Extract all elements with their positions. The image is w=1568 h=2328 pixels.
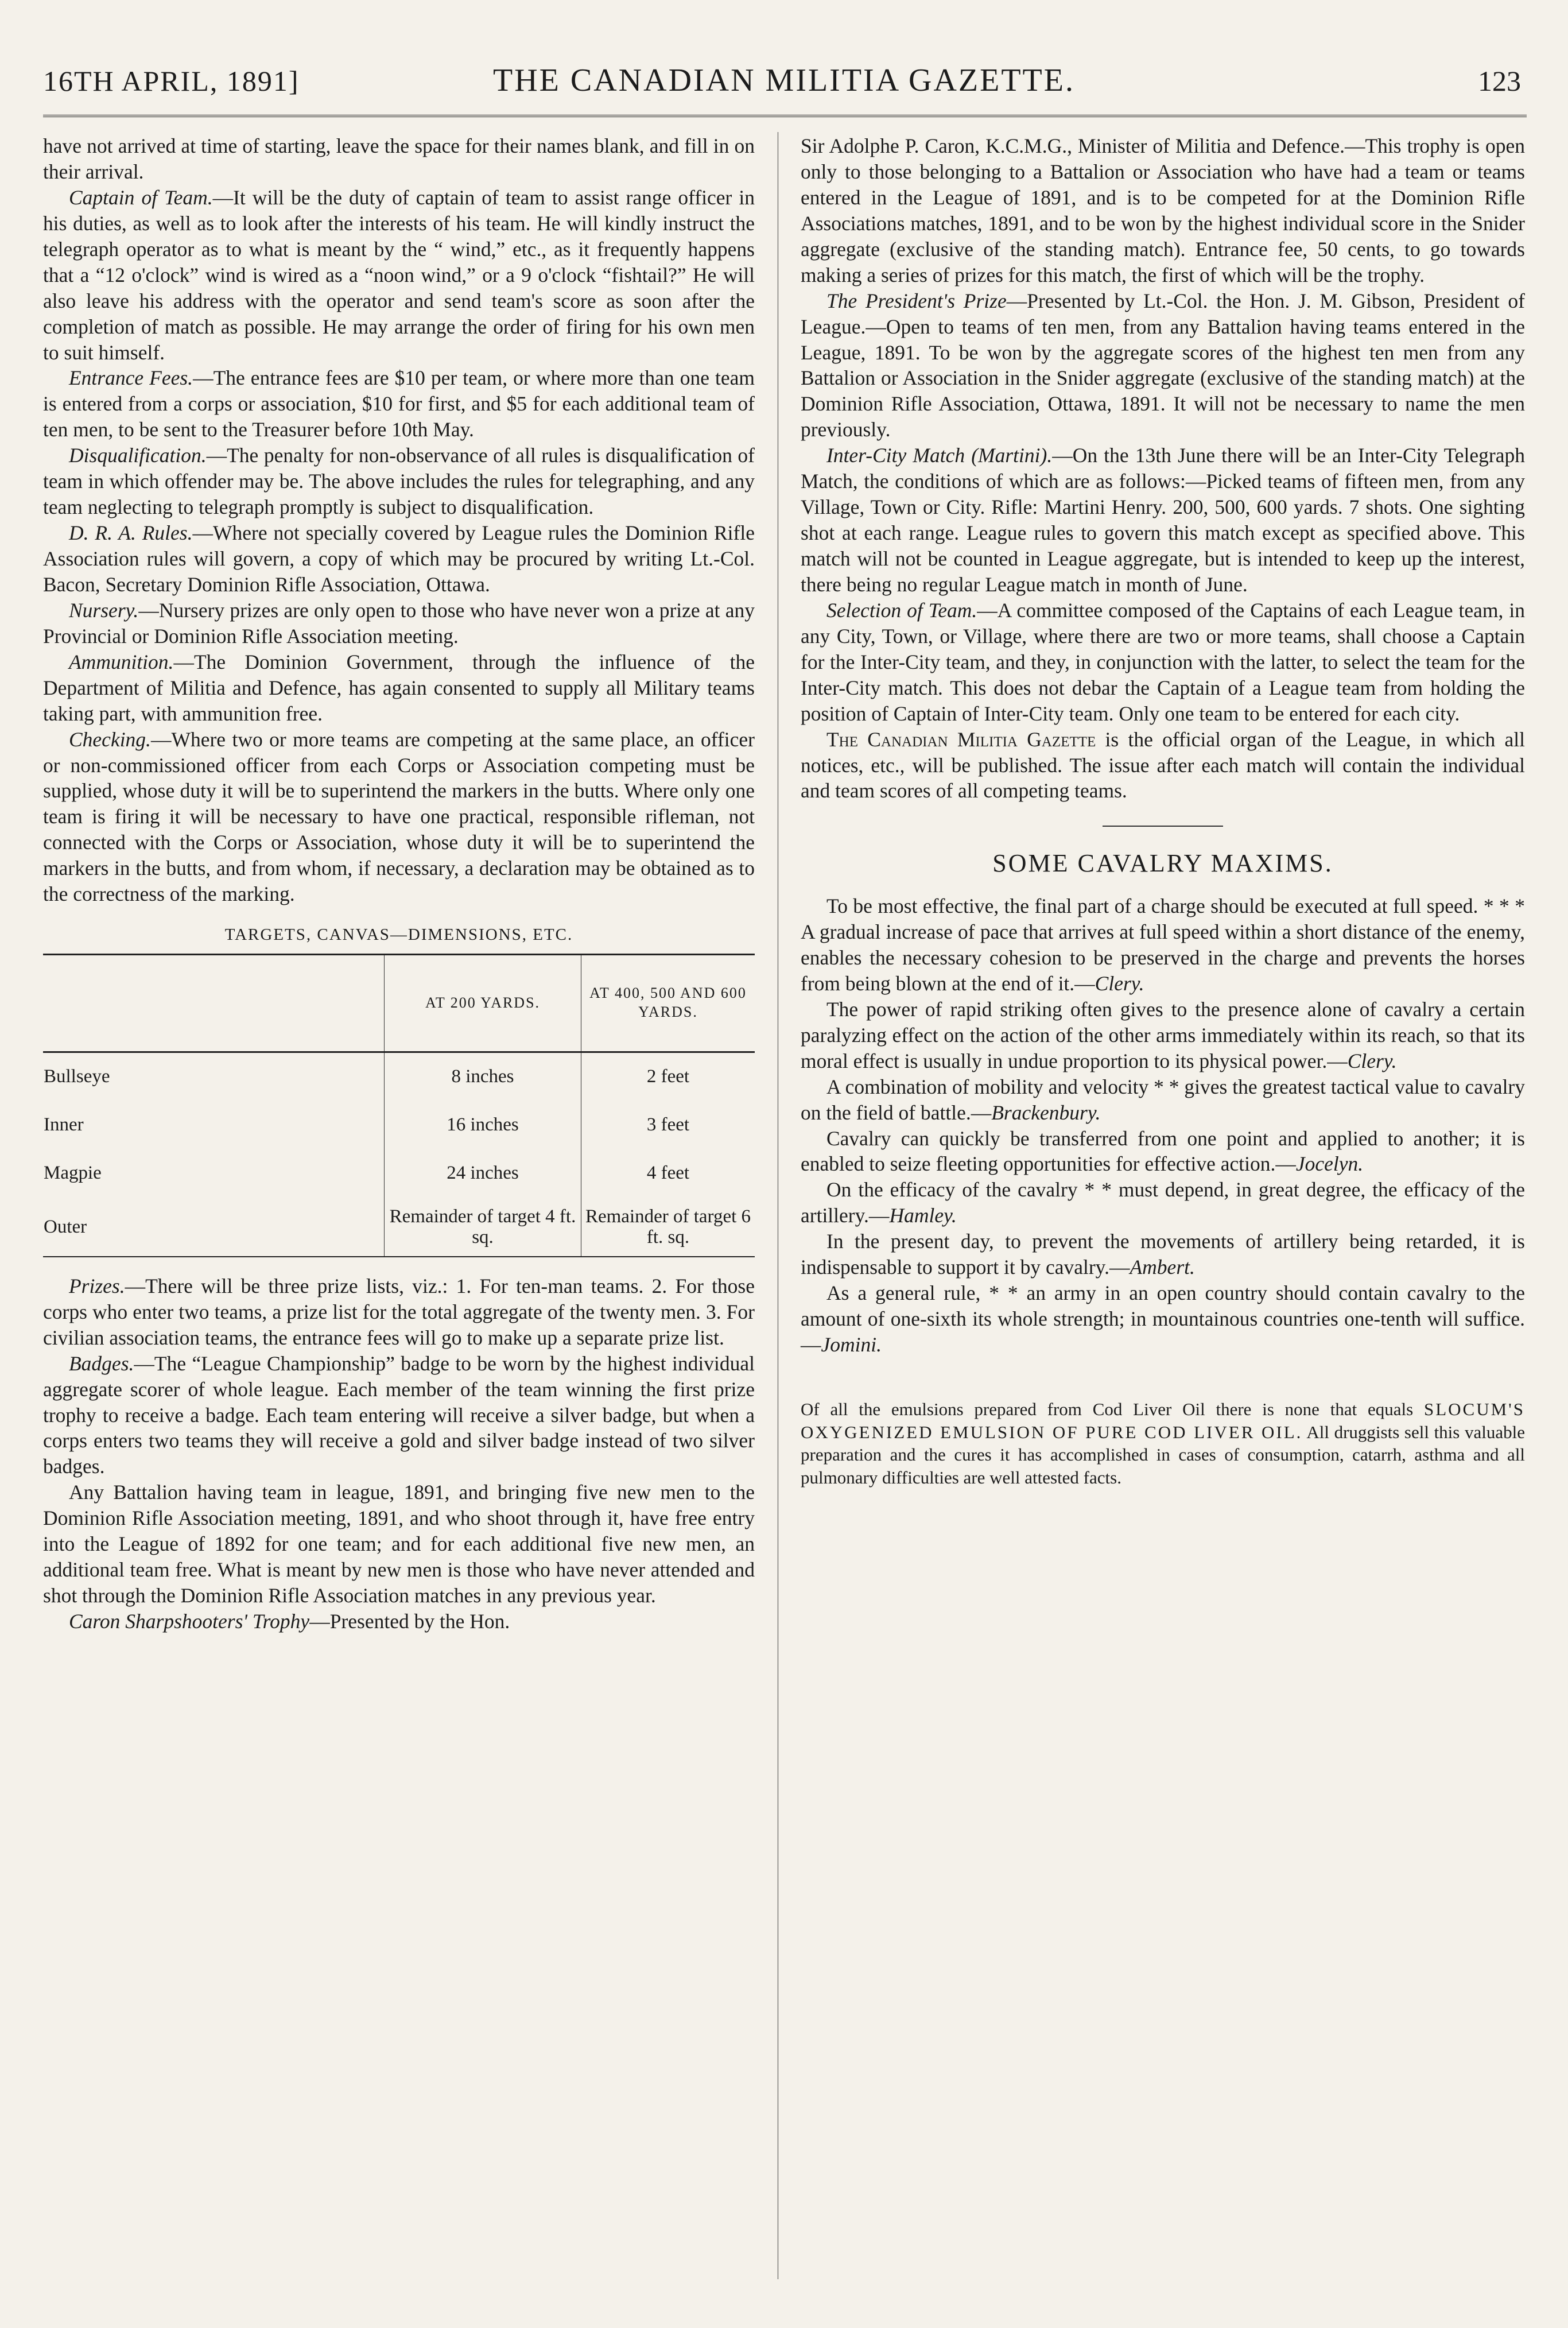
right-column	[801, 133, 1525, 1489]
heading-checking: Checking.	[69, 727, 151, 751]
newspaper-title: THE CANADIAN MILITIA GAZETTE.	[493, 63, 1075, 98]
section-divider	[1103, 826, 1223, 827]
text-presidents-prize: —Presented by Lt.-Col. the Hon. J. M. Gibson, President of League.—Open to teams of ten men, from any Battalion having teams entered in the League, 1891. To be won by the aggregate scores of the highest ten men from any Battalion or Association in the Snider aggregate (exclusive of the standing match) at the Dominion Rifle Association, Ottawa, 1891. It will not be necessary to name the men previously.	[801, 289, 1525, 441]
paragraph-disqualification	[43, 443, 755, 520]
heading-prizes: Prizes.	[69, 1274, 125, 1297]
paragraph-ammunition	[43, 649, 755, 727]
paragraph-continued: have not arrived at time of starting, leave the space for their names blank, and fill in on their arrival.	[43, 134, 755, 183]
paragraph-caron-continued: Sir Adolphe P. Caron, K.C.M.G., Minister of Militia and Defence.—This trophy is open only to those belonging to a Battalion or Association who have had a team or teams entered in the League of 1891, and is to be competed for at the Dominion Rifle Associations matches, 1891, and to be won by the highest individual score in the Snider aggregate (exclusive of the standing match). Entrance fee, 50 cents, to go towards making a series of prizes for this match, the first of which will be the trophy.	[801, 134, 1525, 286]
heading-dra-rules: D. R. A. Rules.	[69, 521, 193, 545]
text-badges: —The “League Championship” badge to be worn by the highest individual aggregate scorer of whole league. Each member of the team winning the first prize trophy to receive a badge. Each team entering will receive a silver badge, but when a corps enters two teams they will receive a gold and silver badge instead of two silver badges.	[43, 1351, 755, 1478]
section-title-cavalry-maxims: SOME CAVALRY MAXIMS.	[992, 849, 1333, 878]
heading-entrance-fees: Entrance Fees.	[69, 366, 193, 390]
paragraph-prizes	[43, 1273, 755, 1351]
maxim-text: In the present day, to prevent the movements of artillery being retarded, it is indispensable to support it by cavalry.—	[801, 1230, 1525, 1279]
cell-400-600: 2 feet	[646, 1066, 690, 1087]
maxim-paragraph	[801, 1177, 1525, 1229]
text-entrance-fees: —The entrance fees are $10 per team, or where more than one team is entered from a corps or association, $10 for first, and $5 for each additional team of ten men, to be sent to the Treasurer before 10th May.	[43, 366, 755, 441]
paragraph-selection-of-team	[801, 598, 1525, 727]
maxim-source: Ambert.	[1130, 1256, 1195, 1279]
maxim-paragraph	[801, 1126, 1525, 1177]
heading-ammunition: Ammunition.	[69, 650, 174, 673]
maxim-text: On the efficacy of the cavalry * * must depend, in great degree, the efficacy of the artillery.—	[801, 1178, 1525, 1227]
heading-captain-of-team: Captain of Team.	[69, 185, 213, 209]
heading-badges: Badges.	[69, 1351, 134, 1375]
maxim-source: Jocelyn.	[1295, 1152, 1364, 1176]
heading-disqualification: Disqualification.	[69, 444, 207, 467]
text-disqualification: —The penalty for non-observance of all rules is disqualification of team in which offender may be. The above includes the rules for telegraphing, and any team neglecting to telegraph promptly is subject to disqualification.	[43, 444, 755, 519]
text-captain-of-team: —It will be the duty of captain of team to assist range officer in his duties, as well as to look after the interests of his team. He will kindly instruct the telegraph operator as to what is meant by the “ wind,” etc., as it frequently happens that a “12 o'clock” wind is wired as a “noon wind,” or a 9 o'clock “fishtail?” He will also leave his address with the operator and send team's score as soon after the completion of match as possible. He may arrange the order of firing for his own men to suit himself.	[43, 185, 755, 364]
table-header-200-yards: AT 200 YARDS.	[385, 954, 581, 1052]
paragraph-battalion: Any Battalion having team in league, 1891, and bringing five new men to the Dominion Rifle Association meeting, 1891, and who shoot through it, have free entry into the League of 1892 for one team; and for each additional five new men, an additional team free. What is meant by new men is those who have never attended and shot through the Dominion Rifle Association matches in any previous year.	[43, 1481, 755, 1607]
cell-400-600: 4 feet	[646, 1162, 690, 1183]
heading-nursery: Nursery.	[69, 598, 139, 622]
maxim-source: Hamley.	[889, 1204, 957, 1227]
table-row	[43, 1101, 755, 1149]
maxim-source: Brackenbury.	[991, 1101, 1101, 1124]
maxim-text: As a general rule, * * an army in an open country should contain cavalry to the amount of one-sixth its whole strength; in mountainous countries one-tenth will suffice.—	[801, 1281, 1525, 1357]
cell-200: Remainder of target 4 ft. sq.	[385, 1198, 581, 1257]
paragraph-presidents-prize	[801, 288, 1525, 443]
cell-200: 8 inches	[385, 1052, 581, 1101]
table-header-400-600-yards: AT 400, 500 AND 600 YARDS.	[581, 954, 755, 1052]
page-number: 123	[1478, 65, 1521, 97]
notice-text-end: All druggists sell this valuable preparation and the cures it has accomplished in cases of consumption, catarrh, asthma and all pulmonary difficulties are well attested facts.	[801, 1421, 1526, 1488]
maxim-text: Cavalry can quickly be transferred from one point and applied to another; it is enabled to seize fleeting opportunities for effective action.—	[801, 1126, 1525, 1176]
paragraph-nursery	[43, 598, 755, 649]
maxim-text: The power of rapid striking often gives to the presence alone of cavalry a certain paralyzing effect on the action of the other arms immediately within its reach, so that its moral effect is usually in undue proportion to its physical power.—	[801, 997, 1525, 1072]
targets-table	[43, 954, 755, 1257]
maxim-paragraph	[801, 1074, 1525, 1126]
table-row	[43, 1052, 755, 1101]
row-label: Magpie	[44, 1162, 102, 1183]
paragraph-captain-of-team	[43, 185, 755, 366]
text-nursery: —Nursery prizes are only open to those who have never won a prize at any Provincial or Dominion Rifle Association meeting.	[43, 598, 755, 648]
targets-table-caption: TARGETS, CANVAS—DIMENSIONS, ETC.	[224, 925, 573, 944]
paragraph-checking	[43, 727, 755, 908]
paragraph-caron-trophy	[43, 1609, 755, 1634]
maxim-paragraph	[801, 1280, 1525, 1358]
text-prizes: —There will be three prize lists, viz.: 1. For ten-man teams. 2. For those corps who enter two teams, a prize list for the total aggregate of the twenty men. 3. For civilian association teams, the entrance fees will go to make up a separate prize list.	[43, 1274, 755, 1349]
paragraph-inter-city-match	[801, 443, 1525, 598]
maxim-source: Clery.	[1347, 1049, 1397, 1072]
maxim-source: Clery.	[1095, 971, 1144, 995]
table-row	[43, 1198, 755, 1257]
paragraph-entrance-fees	[43, 365, 755, 443]
maxim-paragraph	[801, 1229, 1525, 1280]
paragraph-dra-rules	[43, 520, 755, 598]
cell-400-600: 3 feet	[646, 1114, 690, 1135]
page-header	[0, 0, 1568, 115]
issue-date: 16TH APRIL, 1891]	[43, 65, 300, 97]
heading-selection-of-team: Selection of Team.	[826, 598, 977, 622]
cell-200: 24 inches	[385, 1149, 581, 1198]
maxim-text: To be most effective, the final part of a charge should be executed at full speed. * * * A gradual increase of pace that arrives at full speed within a short distance of the enemy, enables the necessary cohesion to be preserved in the charge and prevents the horses from being blown at the end of it.—	[801, 894, 1525, 995]
text-ammunition: —The Dominion Government, through the influence of the Department of Militia and Defence, has again consented to supply all Military teams taking part, with ammunition free.	[43, 650, 755, 725]
text-caron-trophy: —Presented by the Hon.	[309, 1610, 510, 1633]
cell-400-600: Remainder of target 6 ft. sq.	[581, 1198, 755, 1257]
maxim-source: Jomini.	[821, 1333, 882, 1357]
table-header-blank	[43, 954, 385, 1052]
row-label: Outer	[43, 1198, 385, 1257]
maxim-paragraph	[801, 997, 1525, 1074]
text-checking: —Where two or more teams are competing at the same place, an officer or non-commissioned officer from each Corps or Association competing must be supplied, whose duty it will be to superintend the markers in the butts. Where only one team is firing it will be necessary to have one practical, responsible rifleman, not connected with the Corps or Association, whose duty it will be to superintend the markers in the butts, and from whom, if necessary, a declaration may be obtained as to the correctness of the marking.	[43, 727, 755, 906]
header-double-rule	[43, 115, 1527, 117]
heading-caron-trophy: Caron Sharpshooters' Trophy	[69, 1610, 310, 1633]
left-column	[43, 133, 755, 1634]
row-label: Inner	[44, 1114, 84, 1135]
paragraph-badges	[43, 1351, 755, 1480]
table-header-row	[43, 954, 755, 1052]
advertisement-notice	[801, 1398, 1525, 1489]
notice-text: Of all the emulsions prepared from Cod Liver Oil there is none that equals	[801, 1399, 1424, 1419]
heading-inter-city-match: Inter-City Match (Martini).	[826, 444, 1053, 467]
gazette-name: The Canadian Militia Gazette	[826, 727, 1096, 751]
text-dra-rules: —Where not specially covered by League rules the Dominion Rifle Association rules will govern, a copy of which may be procured by writing Lt.-Col. Bacon, Secretary Dominion Rifle Association, Ottawa.	[43, 521, 755, 596]
text-selection-of-team: —A committee composed of the Captains of each League team, in any City, Town, or Village, where there are two or more teams, shall choose a Captain for the Inter-City team, and they, in conjunction with the latter, to select the team for the Inter-City match. This does not debar the Captain of a League team from holding the position of Captain of Inter-City team. Only one team to be entered for each city.	[801, 598, 1525, 725]
paragraph-official-organ	[801, 727, 1525, 804]
heading-presidents-prize: The President's Prize	[826, 289, 1007, 312]
cell-200: 16 inches	[385, 1101, 581, 1149]
text-official-organ: is the official organ of the League, in which all notices, etc., will be published. The issue after each match will contain the individual and team scores of all competing teams.	[801, 727, 1525, 803]
text-inter-city-match: —On the 13th June there will be an Inter-City Telegraph Match, the conditions of which are as follows:—Picked teams of fifteen men, from any Village, Town or City. Rifle: Martini Henry. 200, 500, 600 yards. 7 shots. One sighting shot at each range. League rules to govern this match except as specified above. This match will not be counted in League aggregate, but is intended to keep up the interest, there being no regular League match in month of June.	[801, 444, 1525, 596]
row-label: Bullseye	[44, 1066, 110, 1087]
maxim-paragraph	[801, 893, 1525, 997]
notice-product-name: SLOCUM'S OXYGENIZED EMULSION OF PURE COD LIVER OIL.	[801, 1399, 1525, 1442]
table-row	[43, 1149, 755, 1198]
maxim-text: A combination of mobility and velocity * * gives the greatest tactical value to cavalry on the field of battle.—	[801, 1075, 1525, 1124]
